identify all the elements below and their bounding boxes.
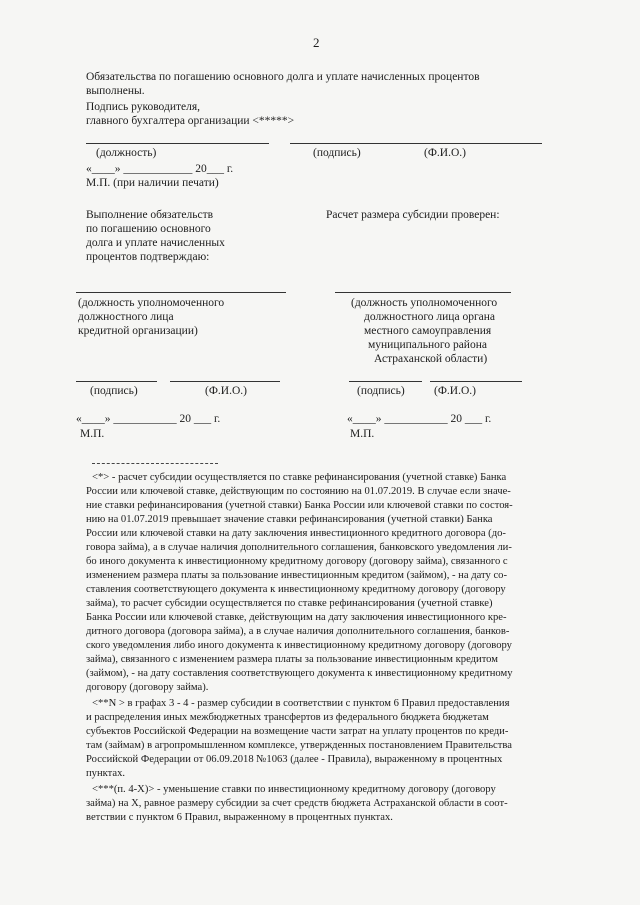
footnote-line-21: Российской Федерации от 06.09.2018 №1063 (далее - Правила), выраженному в процентных	[86, 754, 503, 765]
left-heading-1: Выполнение обязательств	[86, 209, 214, 221]
footnote-line-23: <***(п. 4-Х)> - уменьшение ставки по инвестиционному кредитному договору (договору	[92, 784, 496, 795]
left-heading-2: по погашению основного	[86, 223, 211, 235]
footnote-line-20: там (займам) в агропромышленном комплексе, утвержденных постановлением Правительства	[86, 740, 512, 751]
left-fio-caption: (Ф.И.О.)	[205, 385, 247, 397]
footnote-line-18: и распределения иных межбюджетных трансфертов из федерального бюджета бюджетам	[86, 712, 489, 723]
footnote-line-16: договору (договору займа).	[86, 682, 209, 693]
right-position-line	[335, 292, 511, 293]
footnote-line-12: дитного договора (договора займа), а в случае наличия дополнительного соглашения, банков-	[86, 626, 510, 637]
footnote-line-15: (займом), - на дату составления соответствующего документа к инвестиционному кредитному	[86, 668, 513, 679]
right-seal: М.П.	[350, 428, 375, 440]
footnote-line-10: займа), то расчет субсидии осуществляется по ставке рефинансирования (учетной ставке)	[86, 598, 493, 609]
right-caption-1: (должность уполномоченного	[351, 297, 498, 309]
left-caption-1: (должность уполномоченного	[78, 297, 225, 309]
footnote-separator	[92, 463, 218, 464]
position-line	[86, 143, 269, 144]
footnote-line-4: нию на 01.07.2019 превышает значение ставки рефинансирования (учетной ставки) Банка	[86, 514, 493, 525]
footnote-line-14: займа), связанного с изменением размера платы за пользование инвестиционным кредитом	[86, 654, 498, 665]
footnote-line-8: изменением размера платы за пользование инвестиционным кредитом (займом), - на дату со-	[86, 570, 507, 581]
signature-fio-line	[290, 143, 542, 144]
right-date: «____» ___________ 20 ___ г.	[347, 413, 492, 425]
footnote-line-11: Банка России или ключевой ставке, действующим на дату заключения инвестиционного кре-	[86, 612, 507, 623]
right-fio-caption: (Ф.И.О.)	[434, 385, 476, 397]
footnote-line-13: ского уведомления либо иного документа к инвестиционному кредитному договору (договору	[86, 640, 512, 651]
sig1-signature-caption: (подпись)	[313, 147, 361, 159]
page-number: 2	[313, 35, 320, 50]
footnote-line-5: России или ключевой ставки на дату заключения инвестиционного кредитного договора (до-	[86, 528, 506, 539]
right-caption-4: муниципального района	[368, 339, 487, 351]
intro-line-3: Подпись руководителя,	[86, 101, 201, 113]
right-caption-3: местного самоуправления	[364, 325, 492, 337]
right-fio-line	[430, 381, 522, 382]
footnote-line-6: говора займа), а в случае наличия дополнительного соглашения, банковского уведомления ли-	[86, 542, 512, 553]
footnote-line-24: займа) на X, равное размеру субсидии за счет средств бюджета Астраханской области в соот-	[86, 798, 508, 809]
left-heading-3: долга и уплате начисленных	[86, 237, 225, 249]
left-date: «____» ___________ 20 ___ г.	[76, 413, 221, 425]
left-caption-2: должностного лица	[78, 311, 174, 323]
footnote-line-1: <*> - расчет субсидии осуществляется по ставке рефинансирования (учетной ставке) Банка	[92, 472, 507, 483]
footnote-line-17: <**N > в графах 3 - 4 - размер субсидии в соответствии с пунктом 6 Правил предоставления	[92, 698, 510, 709]
sig1-date: «____» ____________ 20___ г.	[86, 163, 234, 175]
footnote-line-2: России или ключевой ставке, действующим по состоянию на 01.07.2019. В случае если значе-	[86, 486, 511, 497]
footnote-line-22: пунктах.	[86, 768, 126, 779]
right-signature-caption: (подпись)	[357, 385, 405, 397]
left-position-line	[76, 292, 286, 293]
left-heading-4: процентов подтверждаю:	[86, 251, 210, 263]
left-seal: М.П.	[80, 428, 105, 440]
footnote-line-3: ние ставки рефинансирования (учетной ставки) Банка России или ключевой ставки по состоя-	[86, 500, 513, 511]
left-caption-3: кредитной организации)	[78, 325, 198, 337]
footnote-line-9: ставления соответствующего документа к инвестиционному кредитному договору (договору	[86, 584, 506, 595]
footnote-line-7: бо иного документа к инвестиционному кредитному договору (договору займа), связанного с	[86, 556, 508, 567]
intro-line-1: Обязательства по погашению основного долга и уплате начисленных процентов	[86, 71, 480, 83]
footnote-line-25: ветствии с пунктом 6 Правил, выраженному в процентных пунктах.	[86, 812, 393, 823]
right-signature-line	[349, 381, 422, 382]
left-fio-line	[170, 381, 280, 382]
right-caption-5: Астраханской области)	[374, 353, 488, 365]
right-heading: Расчет размера субсидии проверен:	[326, 209, 500, 221]
sig1-fio-caption: (Ф.И.О.)	[424, 147, 466, 159]
left-signature-caption: (подпись)	[90, 385, 138, 397]
sig1-seal: М.П. (при наличии печати)	[86, 177, 219, 189]
right-caption-2: должностного лица органа	[364, 311, 496, 323]
intro-line-4: главного бухгалтера организации <*****>	[86, 115, 295, 127]
footnote-line-19: субъектов Российской Федерации на возмещение части затрат на уплату процентов по креди-	[86, 726, 509, 737]
left-signature-line	[76, 381, 157, 382]
sig1-position-caption: (должность)	[96, 147, 157, 159]
intro-line-2: выполнены.	[86, 85, 145, 97]
